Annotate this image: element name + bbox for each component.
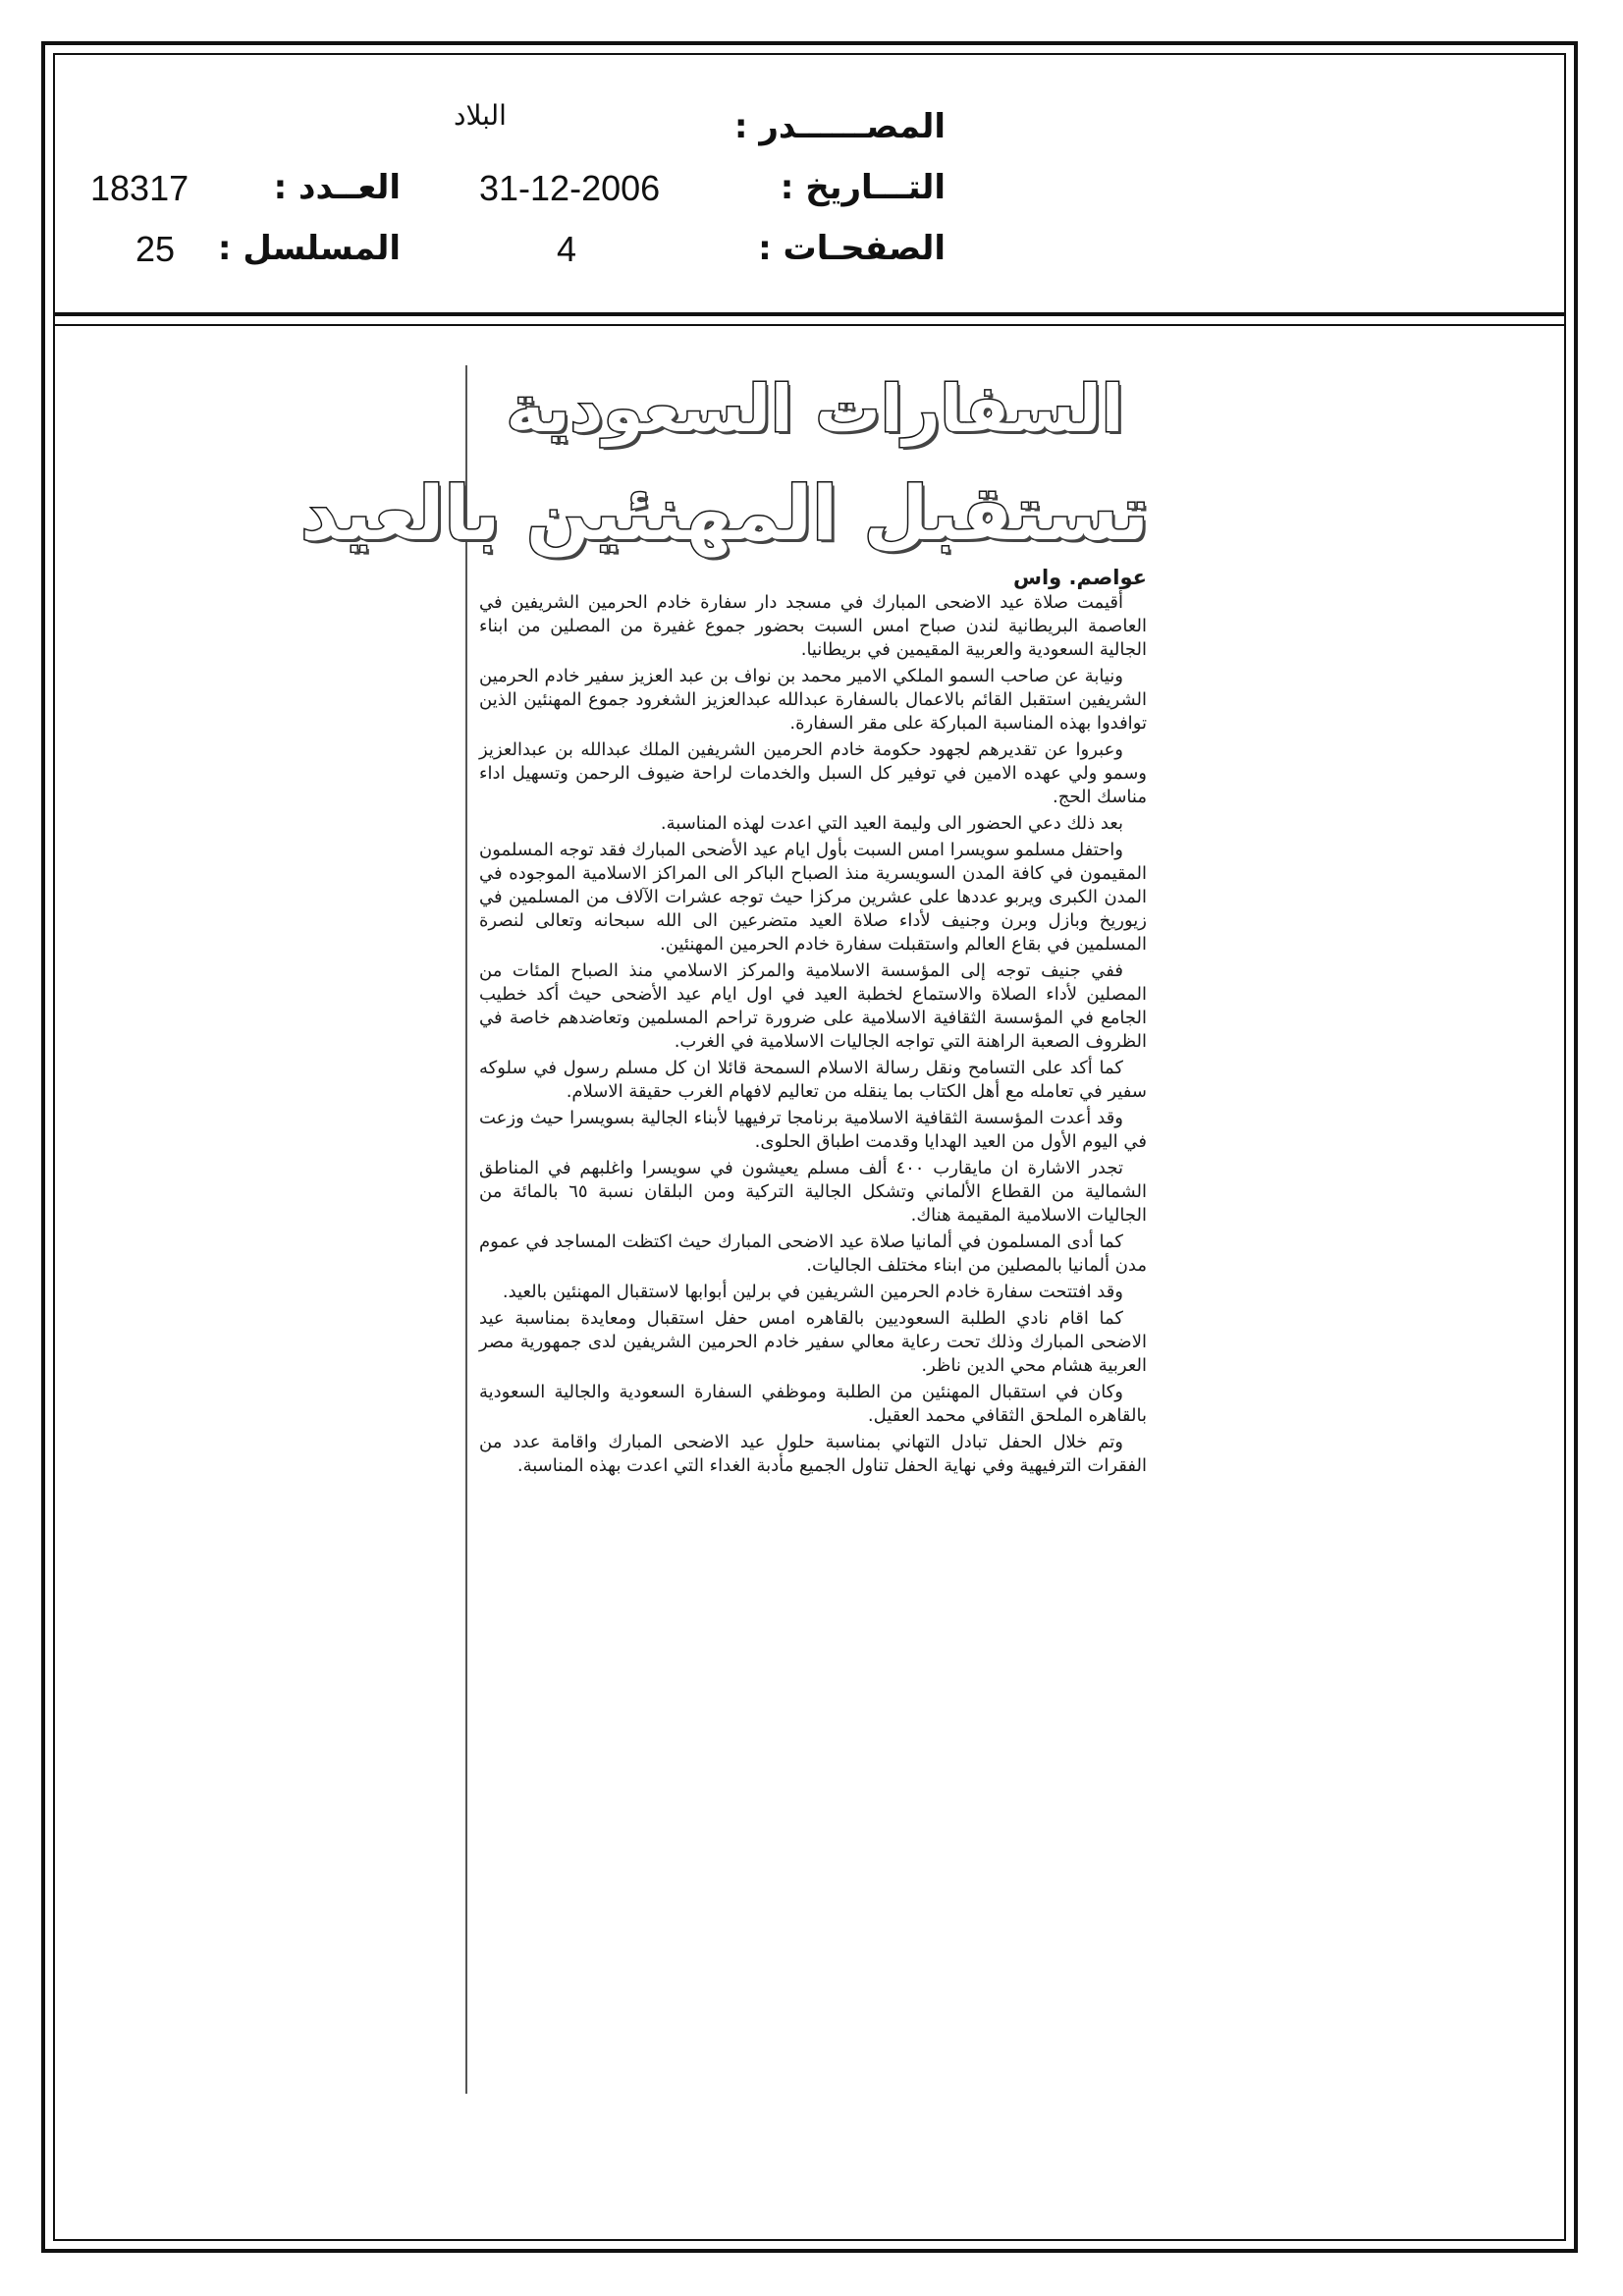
article-paragraph: ففي جنيف توجه إلى المؤسسة الاسلامية والمركز الاسلامي منذ الصباح المئات من المصلين لأداء الصلاة والاستماع لخطبة العيد في اول ايام عيد الأضحى حيث أكد خطيب الجامع في المؤسسة الثقافية الاسلامية على ضرورة تراحم المسلمين وتعاضدهم خاصة في الظروف الصعبة الراهنة التي تواجه الجاليات الاسلامية في الغرب. xyxy=(479,960,1147,1052)
header-divider-thin xyxy=(53,324,1566,326)
article-body xyxy=(479,566,1147,1481)
article-paragraph: ونيابة عن صاحب السمو الملكي الامير محمد بن نواف بن عبد العزيز سفير خادم الحرمين الشريفين استقبل القائم بالاعمال بالسفارة عبدالله عبدالعزيز الشغرود جموع المهنئين الذين توافدوا بهذه المناسبة المباركة على مقر السفارة. xyxy=(479,666,1147,734)
article-paragraph: واحتفل مسلمو سويسرا امس السبت بأول ايام عيد الأضحى المبارك فقد توجه المسلمون المقيمون في كافة المدن السويسرية منذ الصباح الباكر الى المراكز الاسلامية الموجوده في المدن الكبرى ويربو عددها على عشرين مركزا حيث توجه عشرات الآلاف من المسلمين في زيوريخ وبازل وبرن وجنيف لأداء صلاة العيد متضرعين الى الله سبحانه وتعالى لنصرة المسلمين في بقاع العالم واستقبلت سفارة خادم الحرمين المهنئين. xyxy=(479,840,1147,955)
date-label: التـــاريخ : xyxy=(780,168,946,207)
issue-label: العــدد : xyxy=(273,168,401,207)
headline-line-1: السفارات السعودية xyxy=(506,371,1124,447)
article-paragraph: بعد ذلك دعي الحضور الى وليمة العيد التي اعدت لهذه المناسبة. xyxy=(660,813,1123,834)
article-paragraph: أقيمت صلاة عيد الاضحى المبارك في مسجد دار سفارة خادم الحرمين الشريفين في العاصمة البريطانية لندن صباح امس السبت بحضور جموع غفيرة من المصلين من ابناء الجالية السعودية والعربية المقيمين في بريطانيا. xyxy=(479,592,1147,660)
date-value: 31-12-2006 xyxy=(479,168,661,208)
serial-label: المسلسل : xyxy=(217,229,401,268)
article-paragraph: وكان في استقبال المهنئين من الطلبة وموظفي السفارة السعودية والجالية السعودية بالقاهره الملحق الثقافي محمد العقيل. xyxy=(479,1382,1147,1426)
column-rule xyxy=(465,365,467,2094)
article-paragraph: وقد أعدت المؤسسة الثقافية الاسلامية برنامجا ترفيهيا لأبناء الجالية بسويسرا حيث وزعت في اليوم الأول من العيد الهدايا وقدمت اطباق الحلوى. xyxy=(479,1108,1147,1152)
article-paragraph: تجدر الاشارة ان مايقارب ٤٠٠ ألف مسلم يعيشون في سويسرا واغلبهم في المناطق الشمالية من القطاع الألماني وتشكل الجالية التركية ومن البلقان نسبة ٦٥ بالمائة من الجاليات الاسلامية المقيمة هناك. xyxy=(479,1158,1147,1226)
pages-value: 4 xyxy=(557,229,577,269)
article-paragraph: كما أدى المسلمون في ألمانيا صلاة عيد الاضحى المبارك حيث اكتظت المساجد في عموم مدن ألمانيا بالمصلين من ابناء مختلف الجاليات. xyxy=(479,1231,1147,1276)
byline: عواصم. واس xyxy=(1013,566,1147,589)
source-value: البلاد xyxy=(454,99,507,132)
article-paragraph: كما أكد على التسامح ونقل رسالة الاسلام السمحة قائلا ان كل مسلم رسول في سلوكه سفير في تعامله مع أهل الكتاب بما ينقله من تعاليم لافهام الغرب حقيقة الاسلام. xyxy=(479,1058,1147,1102)
article-paragraph: وتم خلال الحفل تبادل التهاني بمناسبة حلول عيد الاضحى المبارك واقامة عدد من الفقرات الترفيهية وفي نهاية الحفل تناول الجميع مأدبة الغداء التي اعدت بهذه المناسبة. xyxy=(479,1432,1147,1476)
pages-label: الصفحـات : xyxy=(758,229,946,268)
article-paragraph: وقد افتتحت سفارة خادم الحرمين الشريفين في برلين أبوابها لاستقبال المهنئين بالعيد. xyxy=(502,1282,1123,1302)
article-paragraph: وعبروا عن تقديرهم لجهود حكومة خادم الحرمين الشريفين الملك عبدالله بن عبدالعزيز وسمو ولي عهده الامين في توفير كل السبل والخدمات لراحة ضيوف الرحمن وتسهيل اداء مناسك الحج. xyxy=(479,739,1147,807)
headline-line-2: تستقبل المهنئين بالعيد xyxy=(300,469,1149,557)
serial-value: 25 xyxy=(135,229,176,269)
issue-value: 18317 xyxy=(90,168,189,208)
article-paragraph: كما اقام نادي الطلبة السعوديين بالقاهره امس حفل استقبال ومعايدة بمناسبة عيد الاضحى المبارك وذلك تحت رعاية معالي سفير خادم الحرمين الشريفين لدى جمهورية مصر العربية هشام محي الدين ناظر. xyxy=(479,1308,1147,1376)
source-label: المصــــــدر : xyxy=(733,107,946,146)
header-divider-thick xyxy=(53,312,1566,316)
